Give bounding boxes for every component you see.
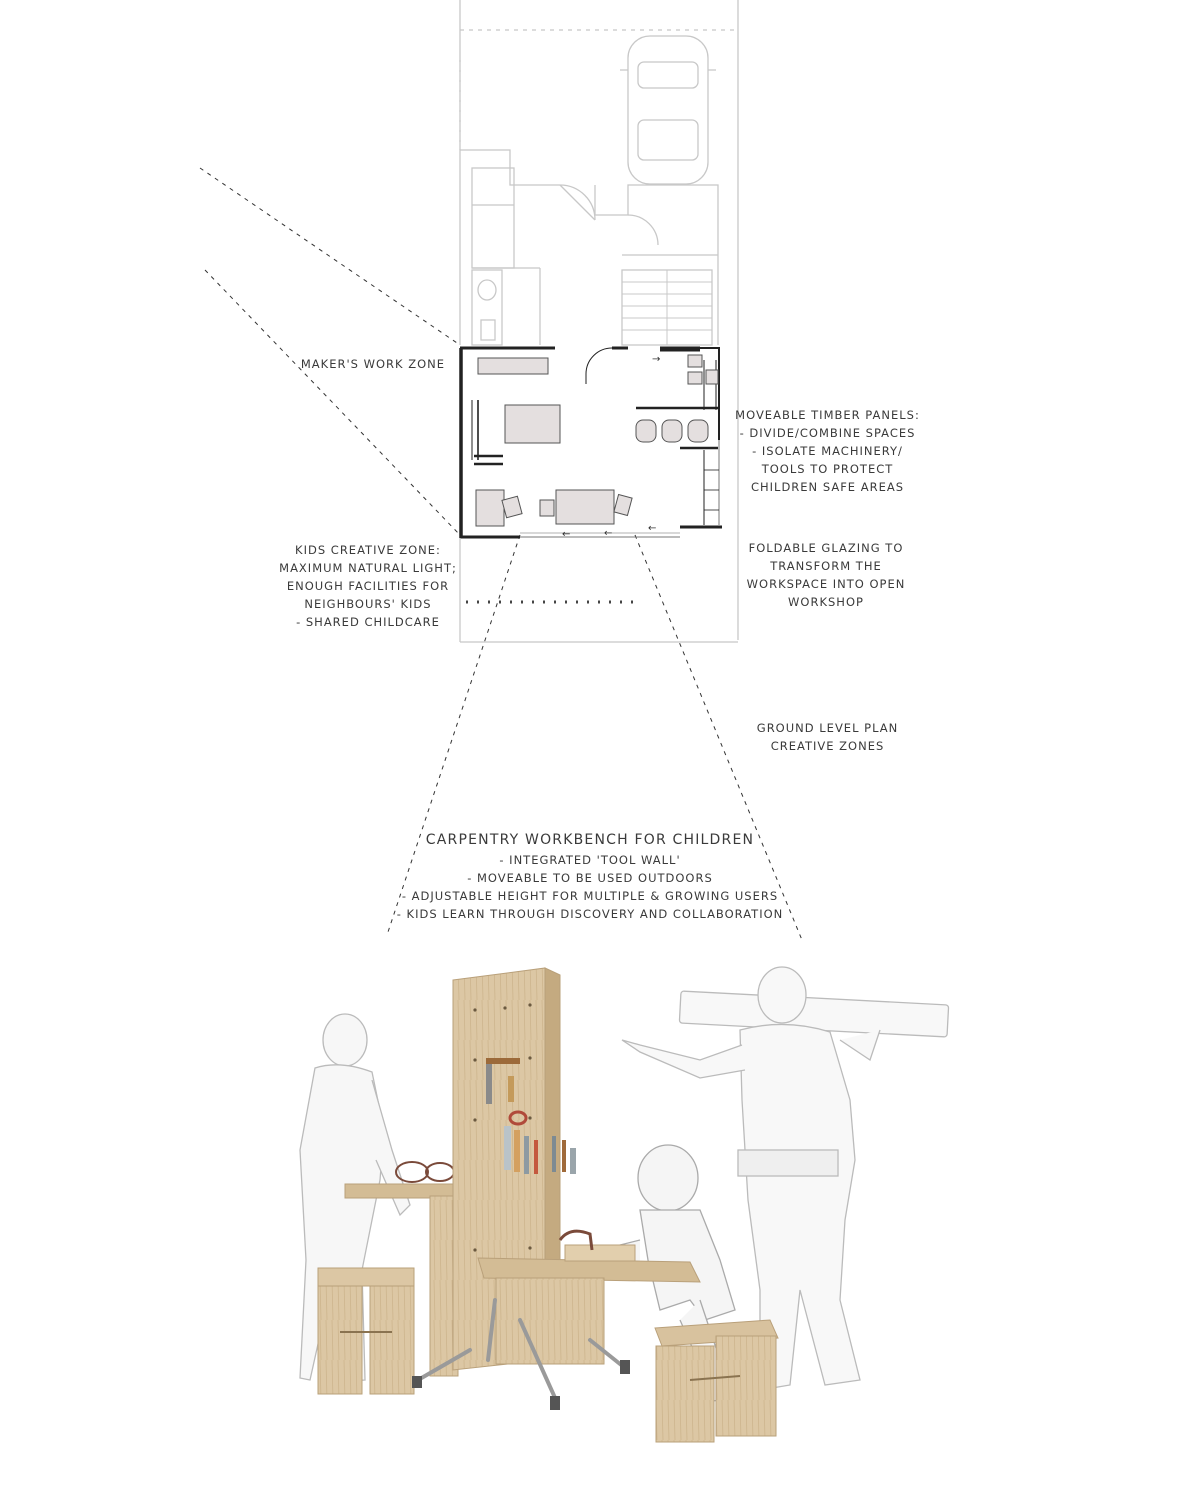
- tape-roll: [396, 1162, 454, 1182]
- svg-text:←: ←: [648, 523, 657, 534]
- plan-caption: GROUND LEVEL PLAN CREATIVE ZONES: [756, 721, 899, 753]
- svg-text:→: →: [652, 354, 661, 365]
- table-box-right: [496, 1278, 604, 1364]
- foldable-glazing-label: FOLDABLE GLAZING TO TRANSFORM THE WORKSPACE INTO OPEN WORKSHOP: [746, 541, 906, 609]
- workbench-description: CARPENTRY WORKBENCH FOR CHILDREN - INTEGRATED 'TOOL WALL' - MOVEABLE TO BE USED OUTDOORS - ADJUSTABLE HEIGHT FOR MULTIPLE & GROWING USERS - KIDS LEARN THROUGH DISCOVERY AND COLLABORATION: [380, 829, 800, 923]
- makers-work-zone-label: MAKER'S WORK ZONE: [300, 357, 445, 371]
- plan-furniture: [476, 355, 718, 526]
- wood-block: [565, 1245, 635, 1261]
- svg-text:←: ←: [604, 528, 613, 539]
- workbench-title: CARPENTRY WORKBENCH FOR CHILDREN: [425, 832, 755, 848]
- stool-left: [318, 1268, 414, 1394]
- timber-panels-label: MOVEABLE TIMBER PANELS: - DIVIDE/COMBINE SPACES - ISOLATE MACHINERY/ TOOLS TO PROTECT CHILDREN SAFE AREAS: [735, 408, 920, 494]
- upper-floor-plan: [460, 0, 738, 640]
- svg-text:←: ←: [562, 529, 571, 540]
- stool-right: [655, 1320, 778, 1442]
- kids-creative-zone-label: KIDS CREATIVE ZONE: MAXIMUM NATURAL LIGHT; ENOUGH FACILITIES FOR NEIGHBOURS' KIDS - SHARED CHILDCARE: [279, 543, 457, 629]
- workbench-illustration: [300, 967, 949, 1442]
